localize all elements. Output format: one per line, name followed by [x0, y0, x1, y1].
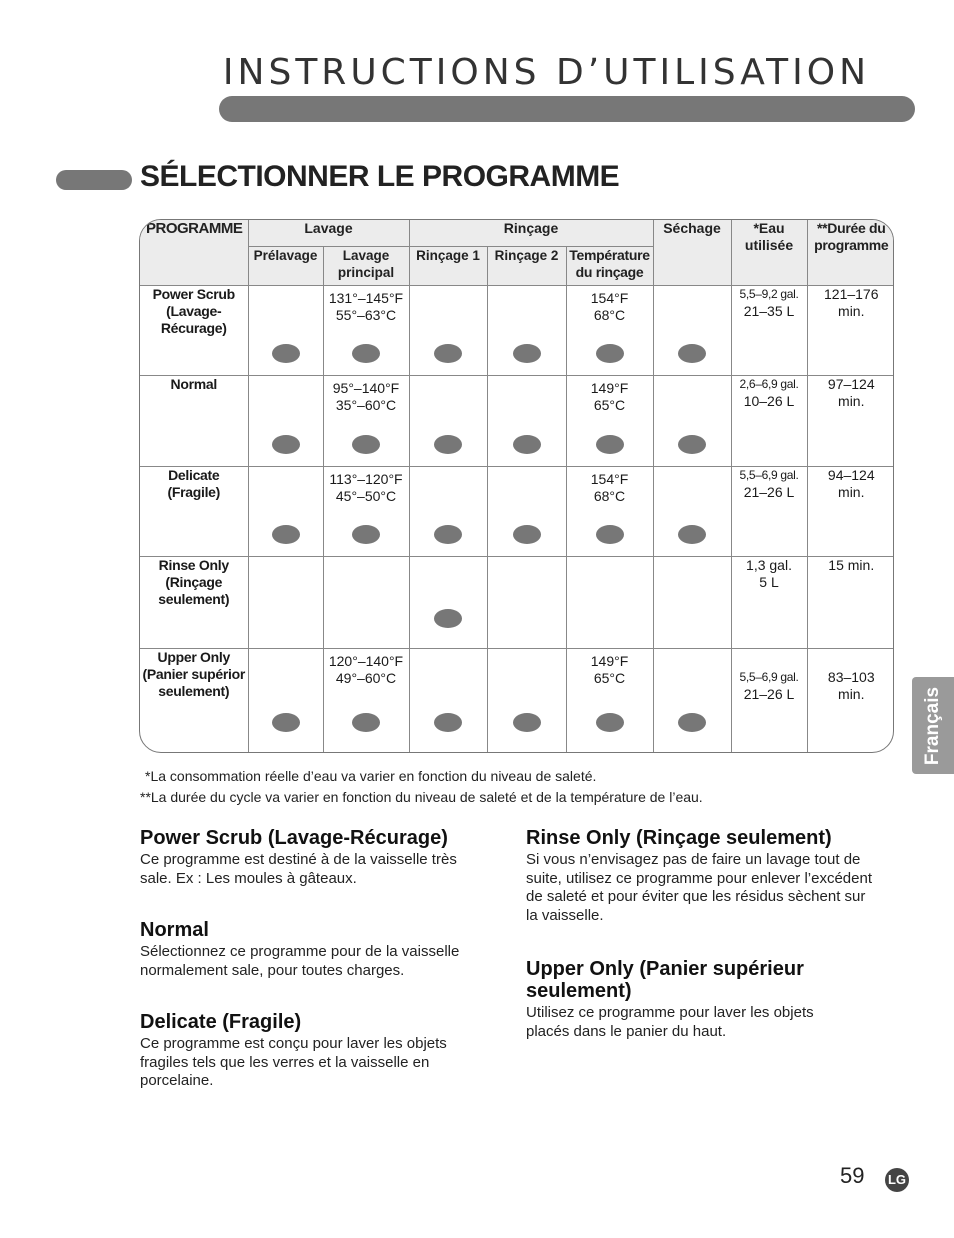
step-dot [352, 344, 380, 363]
step-dot [272, 713, 300, 732]
wash-temp: 131°–145°F 55°–63°C [328, 289, 404, 323]
table-row [140, 648, 894, 752]
header-duree: **Durée du programme [807, 220, 894, 285]
header-rincage-2: Rinçage 2 [487, 246, 566, 285]
step-dot [513, 344, 541, 363]
table-row [140, 466, 894, 556]
desc-title: Upper Only (Panier supérieur seulement) [526, 958, 804, 1002]
program-name: Rinse Only (Rinçage seulement) [140, 556, 248, 648]
step-dot [596, 525, 624, 544]
step-dot [434, 609, 462, 628]
desc-title: Power Scrub (Lavage-Récurage) [140, 827, 448, 849]
duration: 94–124 min. [807, 466, 894, 556]
program-name: Power Scrub (Lavage-Récurage) [140, 285, 248, 375]
water-usage: 5,5–6,9 gal. 21–26 L [731, 466, 807, 556]
rinse-temp: 149°F 65°C [590, 652, 629, 686]
wash-temp: 95°–140°F 35°–60°C [332, 379, 400, 413]
desc-text: Sélectionnez ce programme pour de la vaisselle normalement sale, pour toutes charges. [140, 943, 460, 979]
wash-temp: 113°–120°F 45°–50°C [329, 470, 403, 504]
step-dot [596, 435, 624, 454]
header-temperature: Température du rinçage [566, 246, 653, 285]
rinse-temp: 154°F 68°C [590, 470, 629, 504]
desc-title: Delicate (Fragile) [140, 1011, 302, 1033]
program-name: Normal [140, 375, 248, 466]
step-dot [513, 713, 541, 732]
table-row [140, 556, 894, 648]
lg-logo-icon: LG [885, 1168, 909, 1192]
step-dot [434, 713, 462, 732]
water-usage: 5,5–9,2 gal. 21–35 L [731, 285, 807, 375]
step-dot [678, 344, 706, 363]
step-dot [434, 435, 462, 454]
header-rincage: Rinçage [409, 220, 653, 246]
desc-delicate [140, 1011, 490, 1091]
table-row [140, 285, 894, 375]
step-dot [513, 525, 541, 544]
desc-text: Ce programme est conçu pour laver les objets fragiles tels que les verres et la vaisselle en porcelaine. [140, 1035, 447, 1089]
water-usage: 1,3 gal. 5 L [731, 556, 807, 648]
step-dot [678, 713, 706, 732]
header-lavage-principal: Lavage principal [323, 246, 409, 285]
desc-text: Utilisez ce programme pour laver les objets placés dans le panier du haut. [526, 1004, 814, 1040]
footnote-duration: **La durée du cycle va varier en fonction du niveau de saleté et de la température de l’eau. [140, 789, 703, 805]
step-dot [434, 344, 462, 363]
desc-title: Rinse Only (Rinçage seulement) [526, 827, 832, 849]
step-dot [352, 435, 380, 454]
duration: 121–176 min. [807, 285, 894, 375]
header-programme: PROGRAMME [140, 220, 248, 285]
desc-title: Normal [140, 919, 209, 941]
footnote-water: *La consommation réelle d’eau va varier en fonction du niveau de saleté. [145, 768, 597, 784]
program-table [139, 219, 894, 753]
header-eau: *Eau utilisée [731, 220, 807, 285]
desc-rinse-only [526, 827, 876, 925]
water-usage: 5,5–6,9 gal. 21–26 L [731, 648, 807, 752]
section-title: SÉLECTIONNER LE PROGRAMME [140, 160, 620, 193]
duration: 83–103 min. [807, 648, 894, 752]
header-prelavage: Prélavage [248, 246, 323, 285]
wash-temp: 120°–140°F 49°–60°C [328, 652, 404, 686]
section-pill [56, 170, 132, 190]
step-dot [596, 344, 624, 363]
step-dot [678, 525, 706, 544]
program-name: Delicate (Fragile) [140, 466, 248, 556]
header-sechage: Séchage [653, 220, 731, 285]
duration: 97–124 min. [807, 375, 894, 466]
rinse-temp: 154°F 68°C [590, 289, 629, 323]
duration: 15 min. [807, 556, 894, 648]
language-tab: Français [912, 677, 954, 774]
step-dot [272, 344, 300, 363]
page-header-title: INSTRUCTIONS D’UTILISATION [222, 52, 870, 93]
step-dot [352, 525, 380, 544]
step-dot [596, 713, 624, 732]
water-usage: 2,6–6,9 gal. 10–26 L [731, 375, 807, 466]
step-dot [352, 713, 380, 732]
header-rincage-1: Rinçage 1 [409, 246, 487, 285]
step-dot [434, 525, 462, 544]
desc-text: Ce programme est destiné à de la vaisselle très sale. Ex : Les moules à gâteaux. [140, 851, 457, 887]
desc-text: Si vous n’envisagez pas de faire un lavage tout de suite, utilisez ce programme pour enlever l’excédent de saleté et pour éviter que les résidus sèchent sur la vaisselle. [526, 851, 873, 924]
header-lavage: Lavage [248, 220, 409, 246]
step-dot [678, 435, 706, 454]
page-number: 59 [840, 1163, 865, 1188]
desc-power-scrub [140, 827, 490, 888]
desc-upper-only [526, 958, 846, 1041]
header-bar [219, 96, 915, 122]
step-dot [272, 435, 300, 454]
step-dot [272, 525, 300, 544]
desc-normal [140, 919, 490, 980]
step-dot [513, 435, 541, 454]
rinse-temp: 149°F 65°C [590, 379, 629, 413]
program-name: Upper Only (Panier supérior seulement) [140, 648, 248, 752]
table-row [140, 375, 894, 466]
